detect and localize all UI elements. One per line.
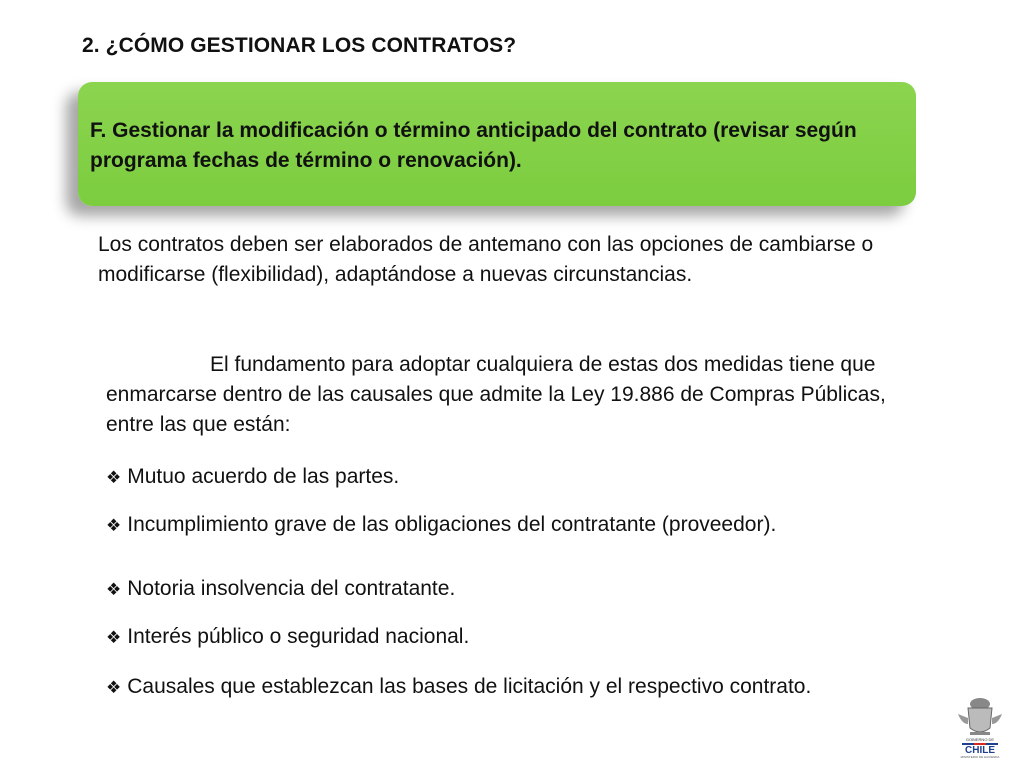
logo-line2: CHILE	[965, 745, 995, 756]
slide-title: 2. ¿CÓMO GESTIONAR LOS CONTRATOS?	[82, 34, 517, 57]
list-item-text: Incumplimiento grave de las obligaciones del contratante (proveedor).	[127, 513, 777, 536]
list-item	[106, 462, 906, 493]
diamond-bullet-icon: ❖	[106, 628, 122, 647]
logo-line1: GOBIERNO DE	[965, 737, 995, 742]
list-item	[106, 622, 906, 653]
diamond-bullet-icon: ❖	[106, 468, 122, 487]
list-item-text: Interés público o seguridad nacional.	[127, 625, 470, 648]
diamond-bullet-icon: ❖	[106, 678, 122, 697]
list-item-text: Mutuo acuerdo de las partes.	[127, 465, 400, 488]
logo-line3: MINISTERIO DE HACIENDA	[960, 755, 1000, 759]
coat-of-arms-icon	[950, 694, 1010, 760]
list-item-text: Notoria insolvencia del contratante.	[127, 577, 456, 600]
gobierno-de-chile-logo	[950, 694, 1010, 760]
list-item-text: Causales que establezcan las bases de licitación y el respectivo contrato.	[127, 675, 812, 698]
list-item	[106, 574, 906, 605]
grounds-paragraph: El fundamento para adoptar cualquiera de estas dos medidas tiene que enmarcarse dentro de las causales que admite la Ley 19.886 de Compras Públicas, entre las que están:	[106, 353, 886, 436]
list-item	[106, 672, 906, 703]
diamond-bullet-icon: ❖	[106, 516, 122, 535]
highlight-box	[78, 82, 916, 206]
intro-paragraph: Los contratos deben ser elaborados de antemano con las opciones de cambiarse o modificarse (flexibilidad), adaptándose a nuevas circunstancias.	[98, 233, 874, 286]
list-item	[106, 510, 906, 541]
diamond-bullet-icon: ❖	[106, 580, 122, 599]
highlight-text: F. Gestionar la modificación o término anticipado del contrato (revisar según programa fechas de término o renovación).	[90, 119, 857, 172]
